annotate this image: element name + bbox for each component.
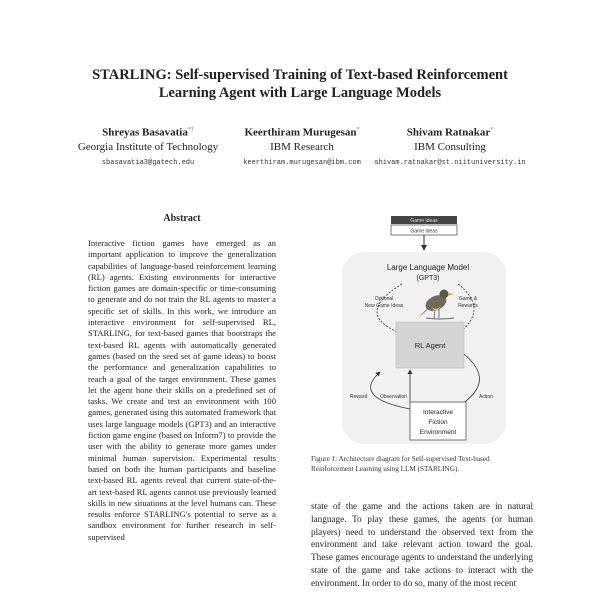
abstract-body	[88, 238, 276, 543]
author-1-email: sbasavatia3@gatech.edu	[101, 158, 195, 167]
reward-label: Reward	[350, 394, 368, 400]
title-line-1: STARLING: Self-supervised Training of Text-based Reinforcement	[92, 67, 508, 83]
author-2-name: Keerthiram Murugesan	[244, 126, 357, 139]
game-ideas-top-label: Game Ideas	[410, 218, 438, 224]
body-paragraph: state of the game and the actions taken are in natural language. To play these games, the agents (or human players) need to understand the observed text from the environment and take relevant action toward the goal. These games encourage agents to understand the underlying state of the game and take actions to interact with the environment. In order to do so, many of the most recent	[311, 501, 533, 588]
action-label: Action	[479, 394, 493, 400]
author-1-mark: *†	[187, 127, 194, 133]
author-3-email: shivam.ratnakar@st.niituniversity.in	[374, 158, 526, 167]
rewards-note-line-2: Rewards	[458, 303, 478, 309]
figure-caption: Figure 1: Architecture diagram for Self-supervised Text-based Reinforcement Learning using LLM (STARLING).	[311, 455, 490, 473]
author-3-mark: *	[490, 127, 494, 133]
title-line-2: Learning Agent with Large Language Models	[158, 85, 442, 101]
optional-note-line-2: New Game Ideas	[364, 303, 404, 309]
rewards-note-line-1: Game &	[458, 296, 478, 302]
rl-agent-label: RL Agent	[414, 341, 446, 350]
author-3-name: Shivam Ratnakar	[406, 126, 491, 139]
game-ideas-bottom-label: Game Ideas	[410, 228, 438, 235]
environment-label-line-2: Fiction	[428, 419, 448, 426]
author-2-affiliation: IBM Research	[270, 140, 334, 153]
llm-label-line-2: (GPT3)	[416, 275, 440, 282]
author-2-mark: *	[356, 127, 360, 133]
paper-title	[0, 66, 600, 102]
author-2-email: keerthiram.murugesan@ibm.com	[243, 158, 361, 167]
body-text-right-column	[311, 500, 533, 590]
optional-note-line-1: Optional	[374, 296, 394, 302]
author-1-affiliation: Georgia Institute of Technology	[77, 140, 219, 153]
environment-label-line-1: Interactive	[423, 409, 453, 416]
llm-label-line-1: Large Language Model	[386, 263, 470, 272]
environment-label-line-3: Environment	[419, 429, 457, 436]
author-1	[73, 124, 223, 168]
abstract-heading: Abstract	[163, 213, 201, 224]
author-1-name: Shreyas Basavatia	[102, 126, 188, 139]
abstract-text: Interactive fiction games have emerged as an important application to improve the generalization capabilities of language-based reinforcement learning (RL) agents. Existing environments for interactive fiction games are domain-specific or time-consuming to generate and do not train the RL agents to master a specific set of skills. In this work, we introduce an interactive environment for self-supervised RL, STARLING, for text-based games that bootstraps the text-based RL agents with automatically generated games (based on the seed set of game ideas) to boost the performance and generalization capabilities to reach a goal of the target environment. These games let the agent hone their skills on a predefined set of tasks. We create and test an environment with 100 games, generated using this automated framework that uses large language models (GPT3) and an interactive fiction game engine (based on Inform7) to provide the user with the ability to generate more games under minimal human supervision. Experimental results based on both the human participants and baseline text-based RL agents reveal that current state-of-the-art text-based RL agents cannot use previously learned skills in new situations at the level humans can. These results enforce STARLING's potential to serve as a sandbox environment for further research in self-supervised	[88, 238, 276, 542]
author-3-affiliation: IBM Consulting	[414, 140, 486, 153]
game-ideas-box	[391, 216, 457, 235]
observation-label: Observation	[380, 394, 407, 400]
author-2	[232, 124, 372, 168]
author-3	[370, 124, 530, 168]
architecture-diagram	[340, 214, 508, 446]
